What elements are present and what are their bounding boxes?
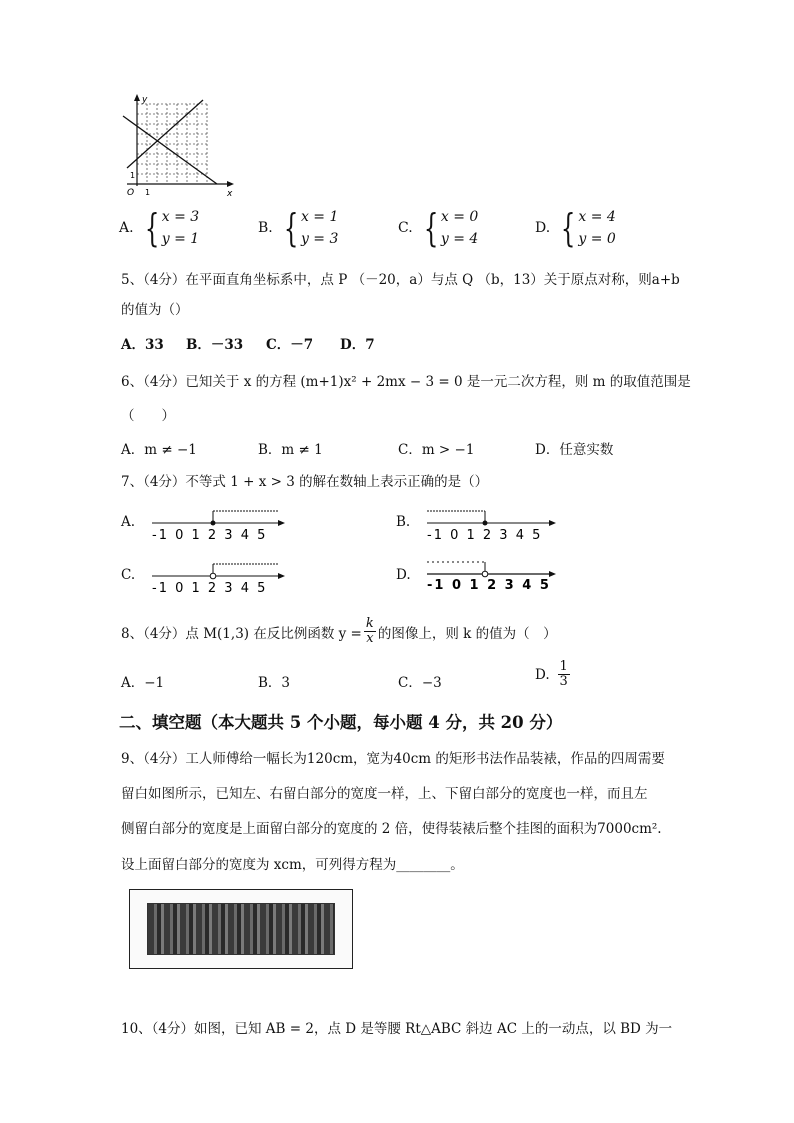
q8-d-den: 3 (559, 674, 568, 689)
q4-option-a-label: A. (119, 220, 134, 236)
brace-icon: { (283, 206, 299, 250)
graph-x-label: x (227, 189, 233, 199)
q4-option-c-label: C. (398, 220, 413, 236)
q7-option-a-label[interactable]: A. (121, 514, 136, 530)
graph-tick-x: 1 (145, 188, 151, 197)
q6-option-a[interactable]: A．m ≠ −1 (121, 442, 197, 458)
q9-line1: 9、（4分）工人师傅给一幅长为120cm，宽为40cm 的矩形书法作品装裱，作品的四周需要 (121, 751, 665, 767)
q5-option-c[interactable]: C．－7 (266, 337, 314, 353)
q9-line3: 侧留白部分的宽度是上面留白部分的宽度的 2 倍，使得装裱后整个挂图的面积为7000cm². (121, 821, 662, 837)
q7-option-d-label[interactable]: D. (396, 567, 411, 583)
q7-option-c-label[interactable]: C. (121, 567, 136, 583)
q4-option-c[interactable] (398, 206, 478, 250)
q5-question-line1: 5、（4分）在平面直角坐标系中，点 P （－20，a）与点 Q （b，13）关于原点对称，则a+b (121, 272, 680, 288)
q9-line4: 设上面留白部分的宽度为 xcm，可列得方程为________。 (121, 857, 464, 873)
q4-a-row2: y = 1 (161, 231, 200, 247)
calligraphy-artwork (147, 903, 335, 955)
q8-option-b[interactable]: B．3 (258, 675, 291, 691)
q7-numberline-a[interactable] (148, 505, 288, 545)
q7-d-ticks: -1 0 1 2 3 4 5 (427, 578, 551, 593)
q4-option-d[interactable] (535, 206, 616, 250)
q7-option-b-label[interactable]: B. (396, 514, 411, 530)
q6-option-d[interactable]: D．任意实数 (535, 442, 614, 458)
q4-d-row2: y = 0 (578, 231, 616, 247)
q7-question: 7、（4分）不等式 1 + x > 3 的解在数轴上表示正确的是（） (121, 474, 489, 490)
q6-question-line2: （ ） (121, 408, 175, 424)
q5-option-b[interactable]: B．－33 (186, 337, 244, 353)
q6-option-c[interactable]: C．m > −1 (398, 442, 475, 458)
q7-numberline-c[interactable] (148, 558, 288, 598)
q7-numberline-d[interactable] (423, 556, 563, 598)
q6-option-b[interactable]: B．m ≠ 1 (258, 442, 323, 458)
q8-option-d-fraction (558, 660, 570, 689)
q8-fraction (364, 617, 376, 646)
brace-icon: { (144, 206, 159, 250)
brace-icon: { (561, 206, 576, 250)
q6-question-line1: 6、（4分）已知关于 x 的方程 (m+1)x² + 2mx − 3 = 0 是一元二次方程，则 m 的取值范围是 (121, 374, 691, 390)
graph-y-label: y (142, 95, 148, 105)
q10-line1: 10、（4分）如图，已知 AB = 2，点 D 是等腰 Rt△ABC 斜边 AC 上的一动点，以 BD 为一 (121, 1021, 673, 1037)
q9-line2: 留白如图所示，已知左、右留白部分的宽度一样，上、下留白部分的宽度也一样，而且左 (121, 786, 648, 802)
section-2-title: 二、填空题（本大题共 5 个小题，每小题 4 分，共 20 分） (119, 713, 563, 732)
q8-option-d-label: D. (535, 666, 550, 683)
q8-question (121, 617, 557, 646)
q4-option-b-label: B. (258, 220, 273, 236)
q8-suffix: 的图像上，则 k 的值为（ ） (377, 625, 557, 642)
q4-c-row2: y = 4 (440, 231, 479, 247)
calligraphy-frame-image (129, 889, 353, 969)
q7-a-ticks: -1 0 1 2 3 4 5 (152, 528, 268, 543)
q4-d-row1: x = 4 (578, 209, 616, 225)
q8-option-d[interactable] (535, 660, 570, 689)
q4-b-row2: y = 3 (300, 231, 339, 247)
q4-option-a[interactable] (119, 206, 199, 250)
graph-tick-y: 1 (130, 171, 136, 180)
q8-prefix: 8、（4分）点 M(1,3) 在反比例函数 y = (121, 625, 362, 642)
q8-frac-den: x (366, 631, 374, 646)
q4-b-row1: x = 1 (300, 209, 339, 225)
q8-d-num: 1 (559, 659, 568, 674)
q5-option-d[interactable]: D．7 (340, 337, 375, 353)
q4-c-row1: x = 0 (440, 209, 479, 225)
q4-option-d-label: D. (535, 220, 551, 236)
q4-a-row1: x = 3 (161, 209, 200, 225)
q8-frac-num: k (365, 616, 374, 631)
q8-option-c[interactable]: C．−3 (398, 675, 442, 691)
q7-b-ticks: -1 0 1 2 3 4 5 (427, 528, 543, 543)
q4-graph (115, 92, 240, 204)
q8-option-a[interactable]: A．−1 (121, 675, 165, 691)
q7-numberline-b[interactable] (423, 505, 563, 545)
q5-option-a[interactable]: A．33 (121, 337, 164, 353)
q5-question-line2: 的值为（） (121, 302, 189, 318)
q7-c-ticks: -1 0 1 2 3 4 5 (152, 581, 268, 596)
brace-icon: { (423, 206, 439, 250)
q4-option-b[interactable] (258, 206, 338, 250)
graph-origin-label: O (127, 188, 135, 198)
